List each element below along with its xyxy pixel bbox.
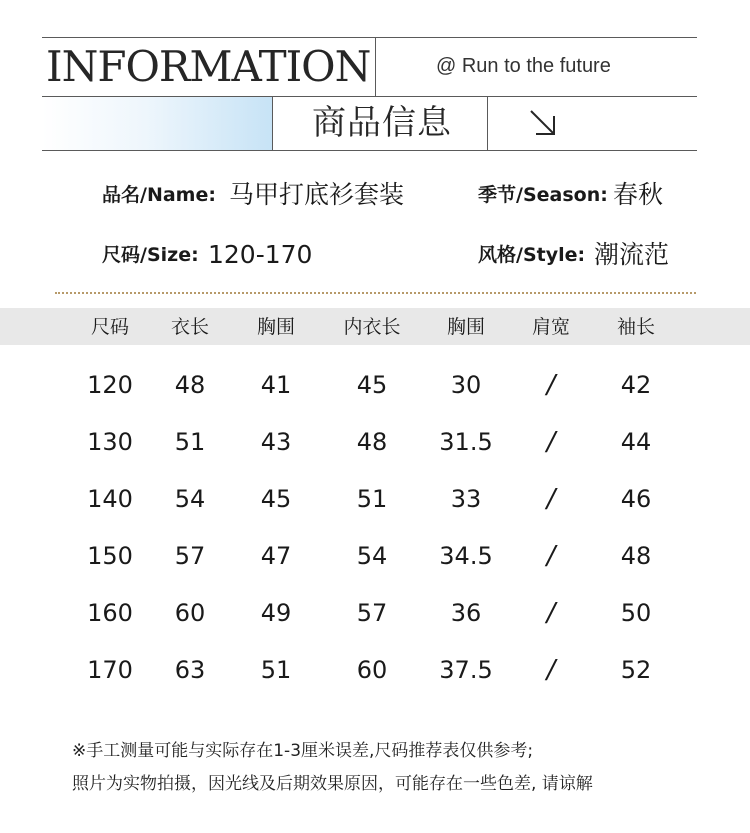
- table-header-cell: 内衣长: [343, 316, 401, 338]
- table-cell: 51: [174, 428, 206, 456]
- table-cell: /: [546, 370, 556, 400]
- table-cell: 51: [260, 656, 292, 684]
- table-cell: 43: [260, 428, 292, 456]
- table-cell: 34.5: [439, 542, 493, 570]
- table-cell: 130: [87, 428, 133, 456]
- table-cell: /: [546, 541, 556, 571]
- table-cell: 46: [620, 485, 652, 513]
- table-cell: 50: [620, 599, 652, 627]
- table-cell: 170: [87, 656, 133, 684]
- table-cell: 36: [450, 599, 482, 627]
- table-cell: 54: [356, 542, 388, 570]
- table-cell: /: [546, 598, 556, 628]
- header-divider-3: [487, 96, 488, 150]
- style-label: 风格/Style:: [478, 244, 586, 266]
- name-value: 马甲打底衫套装: [229, 180, 405, 209]
- table-cell: 44: [620, 428, 652, 456]
- table-header-cell: 衣长: [170, 316, 210, 338]
- arrow-down-right-icon: [525, 105, 561, 141]
- table-cell: 41: [260, 371, 292, 399]
- color-difference-note: 照片为实物拍摄，因光线及后期效果原因，可能存在一些色差, 请谅解: [72, 774, 593, 794]
- table-cell: 54: [174, 485, 206, 513]
- table-cell: 63: [174, 656, 206, 684]
- information-title: INFORMATION: [46, 42, 371, 91]
- measurement-note: ※手工测量可能与实际存在1-3厘米误差,尺码推荐表仅供参考;: [72, 741, 534, 761]
- style-value: 潮流范: [594, 240, 670, 269]
- table-cell: /: [546, 427, 556, 457]
- table-cell: 45: [356, 371, 388, 399]
- table-header-cell: 胸围: [256, 316, 296, 338]
- table-cell: 48: [356, 428, 388, 456]
- table-cell: 47: [260, 542, 292, 570]
- header-gradient-block: [42, 97, 272, 150]
- table-cell: 57: [174, 542, 206, 570]
- table-cell: 52: [620, 656, 652, 684]
- table-cell: 48: [620, 542, 652, 570]
- table-cell: 150: [87, 542, 133, 570]
- header-divider-2: [272, 96, 273, 150]
- header-top-line: [42, 37, 697, 38]
- name-label: 品名/Name:: [102, 184, 216, 206]
- season-value: 春秋: [613, 180, 664, 209]
- size-value: 120-170: [208, 240, 313, 269]
- table-cell: 60: [174, 599, 206, 627]
- table-header-cell: 肩宽: [531, 316, 571, 338]
- table-cell: 48: [174, 371, 206, 399]
- header-bottom-line: [42, 150, 697, 151]
- table-cell: /: [546, 655, 556, 685]
- table-cell: /: [546, 484, 556, 514]
- table-cell: 30: [450, 371, 482, 399]
- size-label: 尺码/Size:: [102, 244, 199, 266]
- table-cell: 160: [87, 599, 133, 627]
- table-cell: 42: [620, 371, 652, 399]
- table-cell: 33: [450, 485, 482, 513]
- table-cell: 37.5: [439, 656, 493, 684]
- table-cell: 120: [87, 371, 133, 399]
- table-cell: 140: [87, 485, 133, 513]
- table-cell: 45: [260, 485, 292, 513]
- table-cell: 49: [260, 599, 292, 627]
- product-info-title: 商品信息: [312, 103, 452, 143]
- dotted-divider: [55, 292, 696, 294]
- season-label: 季节/Season:: [478, 184, 608, 206]
- table-cell: 60: [356, 656, 388, 684]
- table-header-cell: 袖长: [616, 316, 656, 338]
- table-cell: 31.5: [439, 428, 493, 456]
- table-cell: 51: [356, 485, 388, 513]
- table-header-cell: 尺码: [90, 316, 130, 338]
- table-cell: 57: [356, 599, 388, 627]
- table-header-cell: 胸围: [446, 316, 486, 338]
- slogan-text: @ Run to the future: [436, 55, 611, 77]
